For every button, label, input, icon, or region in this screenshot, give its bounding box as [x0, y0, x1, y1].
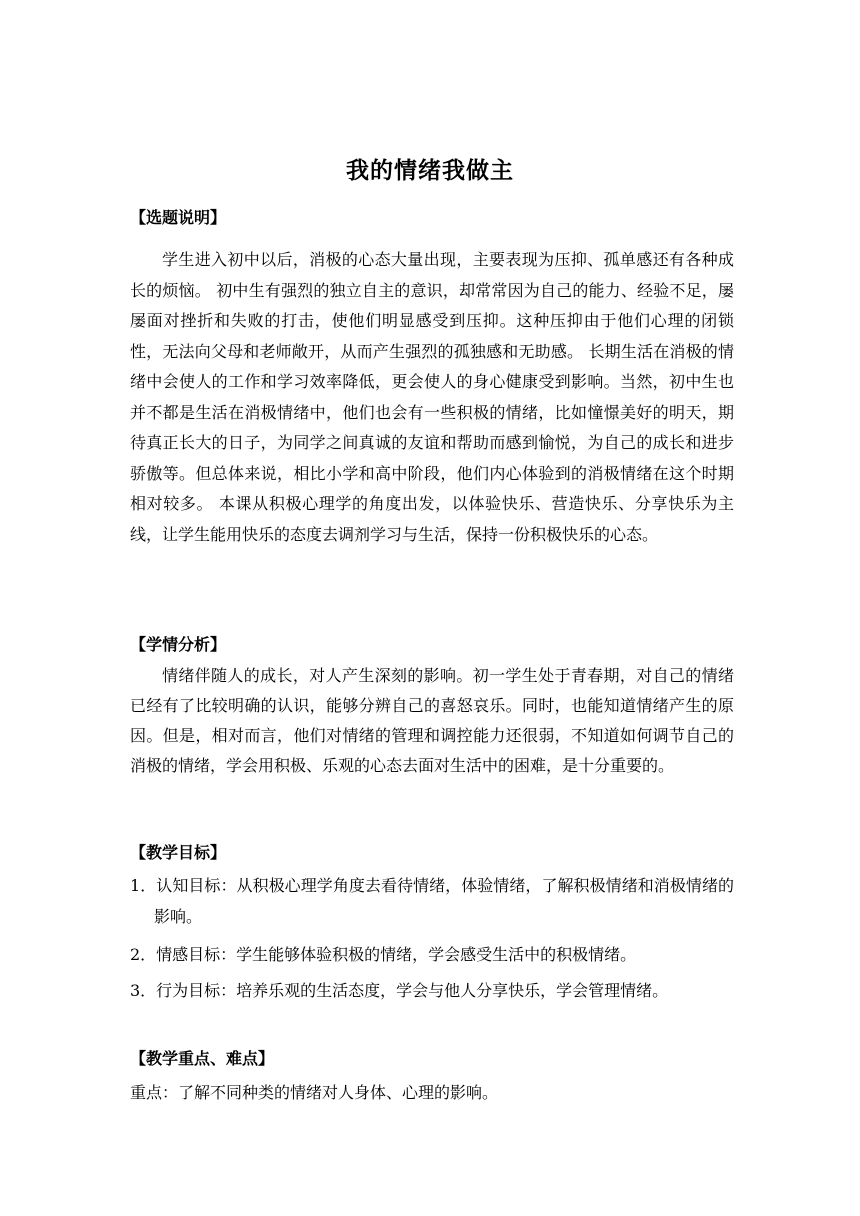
- goal-item-behavioral: 3．行为目标：培养乐观的生活态度，学会与他人分享快乐，学会管理情绪。: [130, 981, 669, 1000]
- section-heading-keypoints: 【教学重点、难点】: [130, 1049, 275, 1068]
- analysis-paragraph: 情绪伴随人的成长，对人产生深刻的影响。初一学生处于青春期，对自己的情绪已经有了比较明确的认识，能够分辨自己的喜怒哀乐。同时，也能知道情绪产生的原因。但是，相对而言，他们对情绪的管理和调控能力还很弱，不知道如何调节自己的消极的情绪，学会用积极、乐观的心态去面对生活中的困难，是十分重要的。: [130, 666, 734, 775]
- goal-item-emotional: 2．情感目标：学生能够体验积极的情绪，学会感受生活中的积极情绪。: [130, 945, 637, 964]
- goal-item-cognitive: 1．认知目标：从积极心理学角度去看待情绪，体验情绪，了解积极情绪和消极情绪的影响。: [130, 876, 734, 926]
- page-title: 我的情绪我做主: [346, 158, 514, 184]
- topic-paragraph: 学生进入初中以后，消极的心态大量出现，主要表现为压抑、孤单感还有各种成长的烦恼。 初中生有强烈的独立自主的意识，却常常因为自己的能力、经验不足，屡屡面对挫折和失败的打击，使他们明显感受到压抑。这种压抑由于他们心理的闭锁性，无法向父母和老师敞开，从而产生强烈的孤独感和无助感。 长期生活在消极的情绪中会使人的工作和学习效率降低，更会使人的身心健康受到影响。当然，初中生也并不都是生活在消极情绪中，他们也会有一些积极的情绪，比如憧憬美好的明天，期待真正长大的日子，为同学之间真诚的友谊和帮助而感到愉悦，为自己的成长和进步骄傲等。但总体来说，相比小学和高中阶段，他们内心体验到的消极情绪在这个时期相对较多。 本课从积极心理学的角度出发，以体验快乐、营造快乐、分享快乐为主线，让学生能用快乐的态度去调剂学习与生活，保持一份积极快乐的心态。: [130, 250, 734, 544]
- section-heading-goals: 【教学目标】: [130, 843, 227, 862]
- section-heading-topic: 【选题说明】: [130, 208, 227, 227]
- section-heading-analysis: 【学情分析】: [130, 635, 227, 654]
- keypoint-focus: 重点：了解不同种类的情绪对人身体、心理的影响。: [130, 1083, 499, 1102]
